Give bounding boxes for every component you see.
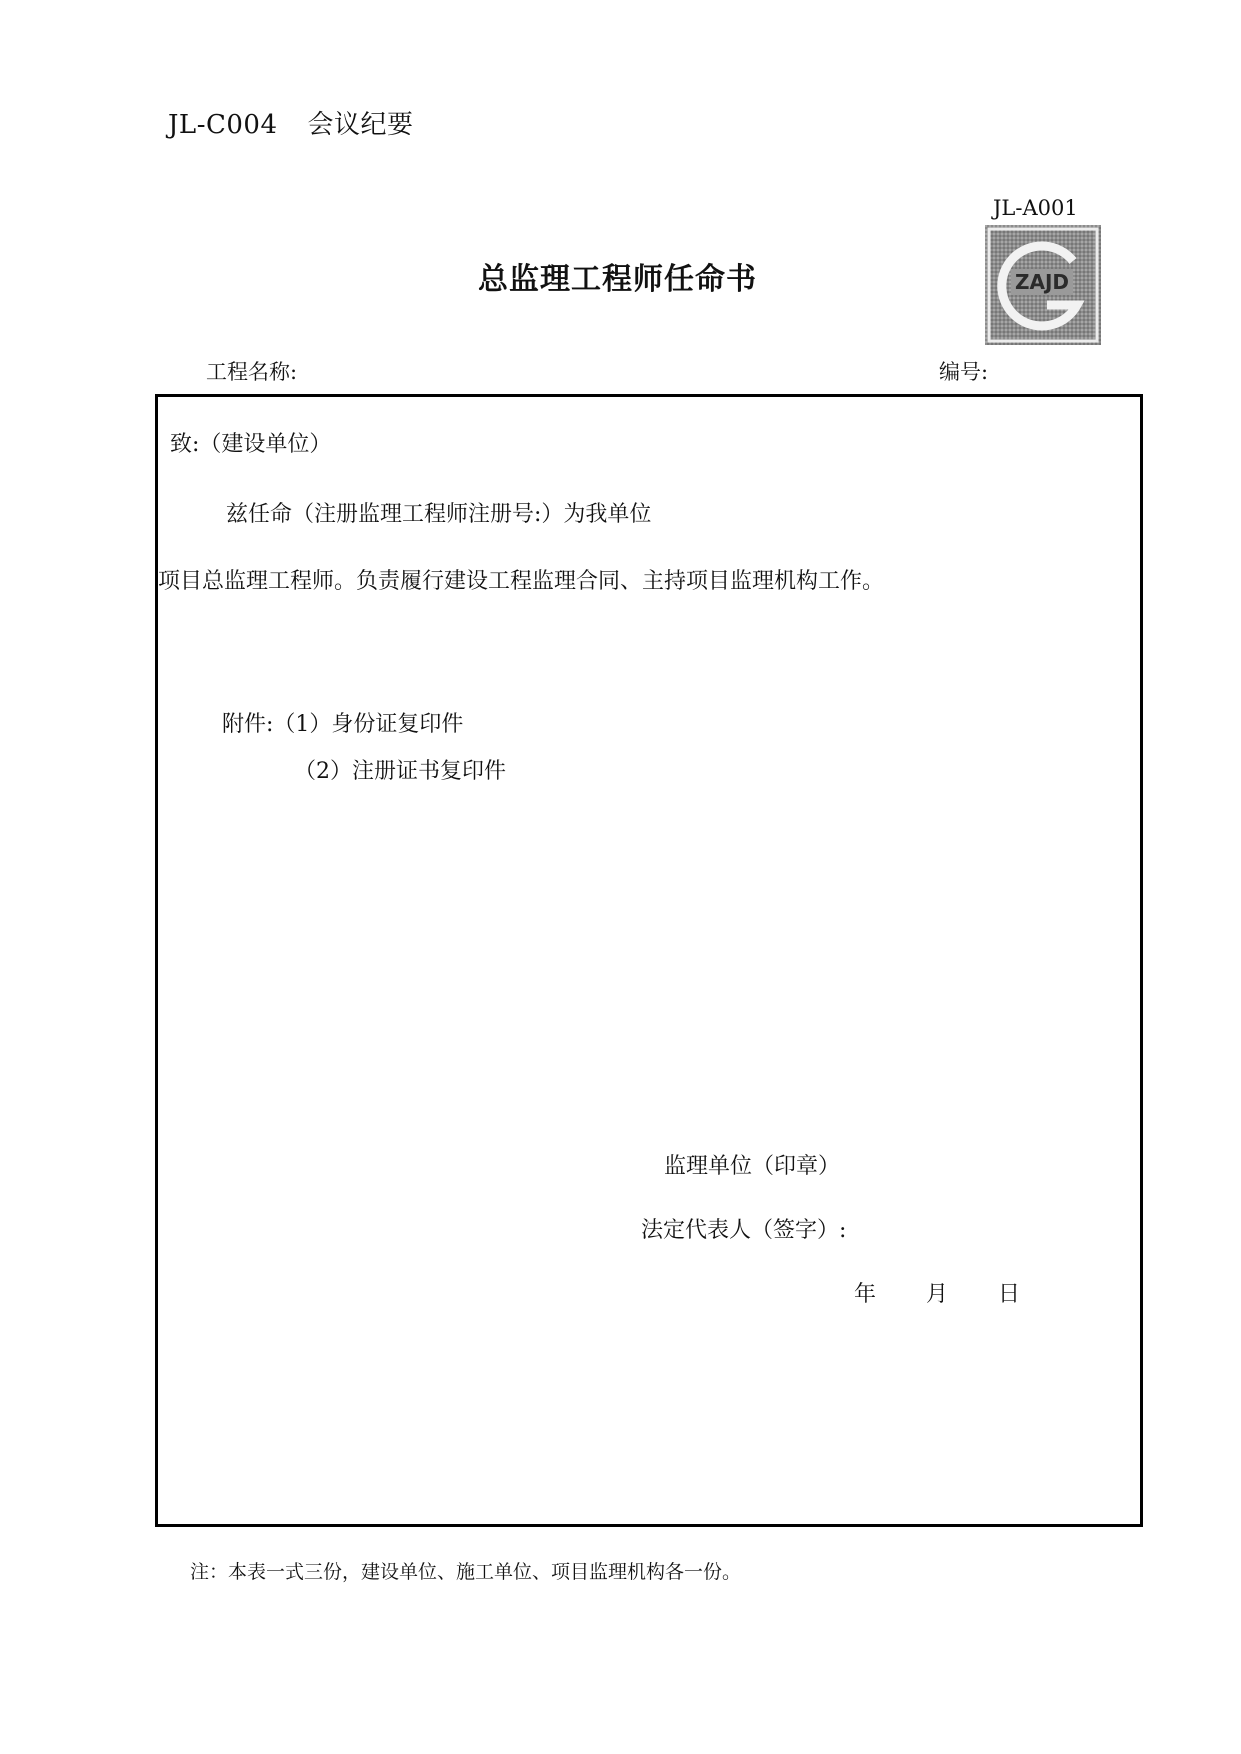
attachment-item-1: 附件:（1）身份证复印件: [222, 712, 464, 737]
attachment-item-2: （2）注册证书复印件: [294, 759, 506, 784]
form-body-box: [155, 394, 1143, 1527]
date-line: [854, 1277, 1020, 1308]
legal-representative-signature: 法定代表人（签字）:: [641, 1218, 847, 1243]
date-year: 年: [854, 1282, 877, 1307]
date-day: 日: [998, 1282, 1021, 1307]
addressee-line: 致:（建设单位）: [170, 432, 332, 457]
date-month: 月: [926, 1282, 949, 1307]
zajd-logo-icon: [985, 225, 1101, 345]
header-name: 会议纪要: [307, 110, 414, 140]
header-code: JL-C004: [168, 110, 278, 140]
appointment-line: 兹任命（注册监理工程师注册号:）为我单位: [226, 502, 652, 527]
supervision-unit-seal: 监理单位（印章）: [664, 1154, 841, 1179]
page-title: 总监理工程师任命书: [478, 262, 757, 297]
footnote: 注：本表一式三份，建设单位、施工单位、项目监理机构各一份。: [190, 1561, 742, 1583]
document-header: [168, 104, 414, 141]
form-code: JL-A001: [993, 196, 1078, 220]
number-label: 编号:: [939, 360, 989, 384]
duty-line: 项目总监理工程师。负责履行建设工程监理合同、主持项目监理机构工作。: [158, 569, 885, 594]
svg-text:ZAJD: ZAJD: [1014, 270, 1070, 294]
project-name-label: 工程名称:: [206, 360, 298, 384]
